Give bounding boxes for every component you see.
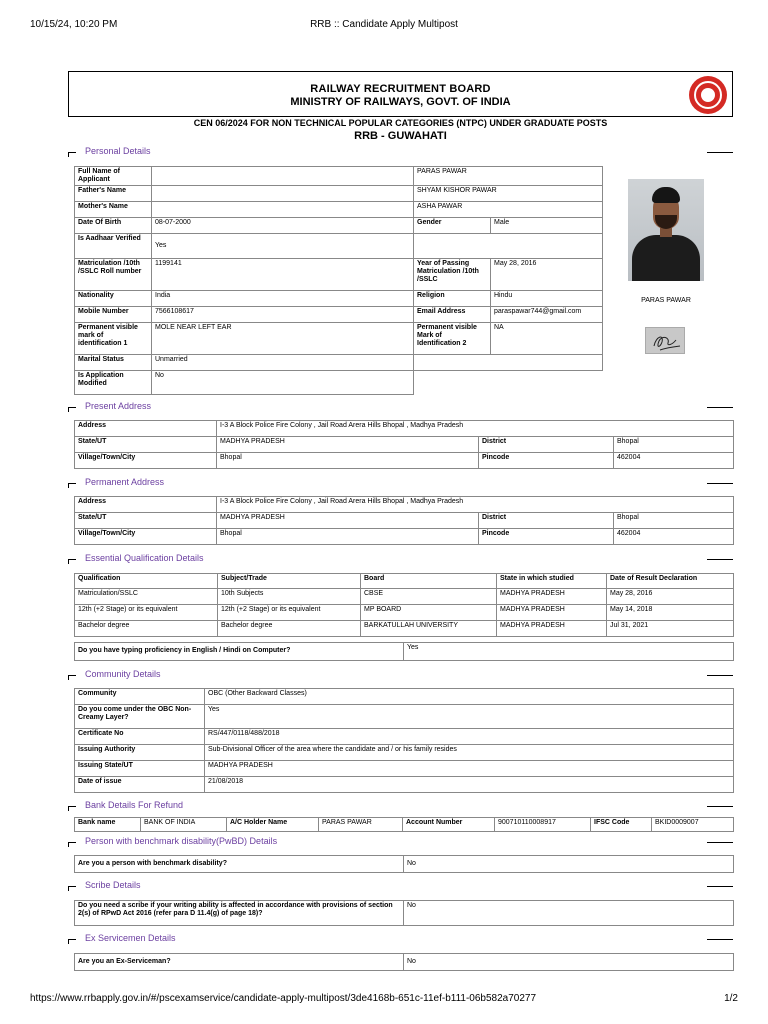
ministry-name: MINISTRY OF RAILWAYS, GOVT. OF INDIA bbox=[290, 96, 511, 108]
field-label: Community bbox=[75, 689, 205, 705]
section-title: Essential Qualification Details bbox=[85, 553, 204, 563]
field-value: Bhopal bbox=[614, 437, 734, 453]
section-scribe bbox=[68, 880, 733, 892]
field-label: IFSC Code bbox=[591, 818, 652, 832]
field-label: Account Number bbox=[403, 818, 495, 832]
field-value: Bhopal bbox=[217, 529, 479, 545]
typing-table bbox=[74, 642, 734, 661]
table-cell: MADHYA PRADESH bbox=[497, 605, 607, 621]
field-label: Date of issue bbox=[75, 777, 205, 793]
field-value: Yes bbox=[205, 705, 734, 729]
table-row bbox=[75, 589, 734, 605]
field-value: 1199141 bbox=[152, 259, 414, 291]
section-community bbox=[68, 669, 733, 681]
field-value: 08-07-2000 bbox=[152, 218, 414, 234]
field-label: Year of Passing Matriculation /10th /SSLC bbox=[414, 259, 491, 291]
field-value: PARAS PAWAR bbox=[414, 167, 603, 186]
column-header: Board bbox=[361, 574, 497, 589]
field-label: Permanent visible mark of identification 1 bbox=[75, 323, 152, 355]
field-value: India bbox=[152, 291, 414, 307]
field-label: Is Aadhaar Verified bbox=[75, 234, 152, 259]
field-label: Do you have typing proficiency in English / Hindi on Computer? bbox=[75, 643, 404, 661]
field-empty bbox=[414, 234, 603, 259]
cen-line: CEN 06/2024 FOR NON TECHNICAL POPULAR CATEGORIES (NTPC) UNDER GRADUATE POSTS bbox=[193, 118, 608, 128]
field-label: Certificate No bbox=[75, 729, 205, 745]
field-value: MADHYA PRADESH bbox=[217, 437, 479, 453]
field-value: OBC (Other Backward Classes) bbox=[205, 689, 734, 705]
field-value bbox=[152, 167, 414, 186]
field-label: Gender bbox=[414, 218, 491, 234]
field-value: I-3 A Block Police Fire Colony , Jail Road Arera Hills Bhopal , Madhya Pradesh bbox=[217, 421, 734, 437]
print-footer bbox=[30, 993, 738, 1007]
qualification-table bbox=[74, 573, 734, 637]
field-empty bbox=[414, 355, 603, 371]
section-present-address bbox=[68, 401, 733, 413]
field-value: No bbox=[404, 856, 734, 873]
table-cell: Bachelor degree bbox=[75, 621, 218, 637]
table-cell: CBSE bbox=[361, 589, 497, 605]
applicant-photo bbox=[628, 179, 704, 281]
table-cell: May 14, 2018 bbox=[607, 605, 734, 621]
field-label: Pincode bbox=[479, 453, 614, 469]
pwbd-table bbox=[74, 855, 734, 873]
field-label: State/UT bbox=[75, 437, 217, 453]
field-label: State/UT bbox=[75, 513, 217, 529]
section-personal bbox=[68, 146, 733, 158]
field-value: BANK OF INDIA bbox=[141, 818, 227, 832]
print-header bbox=[30, 19, 738, 33]
table-cell: MADHYA PRADESH bbox=[497, 589, 607, 605]
field-label: Village/Town/City bbox=[75, 529, 217, 545]
page-url-link[interactable]: https://www.rrbapply.gov.in/#/pscexamservice/candidate-apply-multipost/3de4168b-651c-11ef-b111-06b582a70277 bbox=[30, 993, 537, 1004]
field-value bbox=[152, 202, 414, 218]
print-datetime: 10/15/24, 10:20 PM bbox=[30, 19, 118, 30]
field-label: Address bbox=[75, 497, 217, 513]
section-title: Scribe Details bbox=[85, 880, 141, 890]
field-value: NA bbox=[491, 323, 603, 355]
field-label: Issuing Authority bbox=[75, 745, 205, 761]
table-cell: 12th (+2 Stage) or its equivalent bbox=[75, 605, 218, 621]
field-value: 462004 bbox=[614, 453, 734, 469]
field-label: Is Application Modified bbox=[75, 371, 152, 395]
section-ex-servicemen bbox=[68, 933, 733, 945]
table-cell: 10th Subjects bbox=[218, 589, 361, 605]
photo-caption: PARAS PAWAR bbox=[641, 297, 691, 304]
table-row bbox=[75, 621, 734, 637]
field-value: PARAS PAWAR bbox=[319, 818, 403, 832]
field-label: A/C Holder Name bbox=[227, 818, 319, 832]
field-value: Sub-Divisional Officer of the area where the candidate and / or his family resides bbox=[205, 745, 734, 761]
field-label: Are you a person with benchmark disability? bbox=[75, 856, 404, 873]
field-value: Bhopal bbox=[614, 513, 734, 529]
field-value: Unmarried bbox=[152, 355, 414, 371]
field-value bbox=[152, 186, 414, 202]
section-title: Bank Details For Refund bbox=[85, 800, 184, 810]
field-label: Father's Name bbox=[75, 186, 152, 202]
rrb-name: RRB - GUWAHATI bbox=[354, 130, 447, 142]
section-title: Personal Details bbox=[85, 146, 151, 156]
field-value: 21/08/2018 bbox=[205, 777, 734, 793]
table-cell: May 28, 2016 bbox=[607, 589, 734, 605]
section-qualification bbox=[68, 553, 733, 565]
field-value: May 28, 2016 bbox=[491, 259, 603, 291]
table-cell: 12th (+2 Stage) or its equivalent bbox=[218, 605, 361, 621]
board-banner bbox=[68, 71, 733, 117]
field-label: Permanent visible Mark of Identification 2 bbox=[414, 323, 491, 355]
field-value: Bhopal bbox=[217, 453, 479, 469]
field-label: Nationality bbox=[75, 291, 152, 307]
field-label: Full Name of Applicant bbox=[75, 167, 152, 186]
table-cell: Jul 31, 2021 bbox=[607, 621, 734, 637]
field-label: Do you need a scribe if your writing ability is affected in accordance with provisions of section 2(s) of RPwD Act 2016 (refer para D 11.4(g) of page 18)? bbox=[75, 901, 404, 926]
field-label: Do you come under the OBC Non-Creamy Layer? bbox=[75, 705, 205, 729]
field-value: MADHYA PRADESH bbox=[217, 513, 479, 529]
field-label: Issuing State/UT bbox=[75, 761, 205, 777]
field-label: District bbox=[479, 513, 614, 529]
field-label: Email Address bbox=[414, 307, 491, 323]
field-label: Date Of Birth bbox=[75, 218, 152, 234]
field-label: Pincode bbox=[479, 529, 614, 545]
field-value: Yes bbox=[152, 234, 414, 259]
personal-table-body bbox=[74, 166, 603, 395]
field-value: No bbox=[404, 954, 734, 971]
field-value: 900710110008917 bbox=[495, 818, 591, 832]
section-bank bbox=[68, 800, 733, 812]
section-title: Present Address bbox=[85, 401, 152, 411]
field-value: 462004 bbox=[614, 529, 734, 545]
field-value: Male bbox=[491, 218, 603, 234]
field-value: RS/447/0118/488/2018 bbox=[205, 729, 734, 745]
ex-servicemen-table bbox=[74, 953, 734, 971]
section-title: Community Details bbox=[85, 669, 161, 679]
column-header: Subject/Trade bbox=[218, 574, 361, 589]
field-label: Village/Town/City bbox=[75, 453, 217, 469]
print-page-title: RRB :: Candidate Apply Multipost bbox=[310, 19, 458, 30]
bank-table bbox=[74, 817, 734, 832]
field-value: MADHYA PRADESH bbox=[205, 761, 734, 777]
table-cell: MP BOARD bbox=[361, 605, 497, 621]
community-table bbox=[74, 688, 734, 793]
railway-logo-icon bbox=[689, 76, 727, 114]
section-permanent-address bbox=[68, 477, 733, 489]
field-label: Are you an Ex-Serviceman? bbox=[75, 954, 404, 971]
field-label: Matriculation /10th /SSLC Roll number bbox=[75, 259, 152, 291]
section-title: Ex Servicemen Details bbox=[85, 933, 176, 943]
table-cell: Bachelor degree bbox=[218, 621, 361, 637]
field-value: No bbox=[152, 371, 414, 395]
page-number: 1/2 bbox=[724, 993, 738, 1004]
field-value: Hindu bbox=[491, 291, 603, 307]
column-header: State in which studied bbox=[497, 574, 607, 589]
present-address-table bbox=[74, 420, 734, 469]
field-value: SHYAM KISHOR PAWAR bbox=[414, 186, 603, 202]
section-title: Permanent Address bbox=[85, 477, 165, 487]
field-value: ASHA PAWAR bbox=[414, 202, 603, 218]
table-row bbox=[75, 605, 734, 621]
field-value: No bbox=[404, 901, 734, 926]
field-value: MOLE NEAR LEFT EAR bbox=[152, 323, 414, 355]
table-cell: Matriculation/SSLC bbox=[75, 589, 218, 605]
section-pwbd bbox=[68, 836, 733, 848]
field-value: 7566108617 bbox=[152, 307, 414, 323]
field-value: BKID0009007 bbox=[652, 818, 734, 832]
scribe-table bbox=[74, 900, 734, 926]
field-label: Mobile Number bbox=[75, 307, 152, 323]
board-name: RAILWAY RECRUITMENT BOARD bbox=[310, 83, 491, 95]
field-label: Address bbox=[75, 421, 217, 437]
field-value: Yes bbox=[404, 643, 734, 661]
field-label: Bank name bbox=[75, 818, 141, 832]
field-value: paraspawar744@gmail.com bbox=[491, 307, 603, 323]
signature-image bbox=[645, 327, 685, 354]
field-label: Marital Status bbox=[75, 355, 152, 371]
table-cell: BARKATULLAH UNIVERSITY bbox=[361, 621, 497, 637]
field-label: Mother's Name bbox=[75, 202, 152, 218]
column-header: Qualification bbox=[75, 574, 218, 589]
field-label: Religion bbox=[414, 291, 491, 307]
column-header: Date of Result Declaration bbox=[607, 574, 734, 589]
field-value: I-3 A Block Police Fire Colony , Jail Road Arera Hills Bhopal , Madhya Pradesh bbox=[217, 497, 734, 513]
permanent-address-table bbox=[74, 496, 734, 545]
field-label: District bbox=[479, 437, 614, 453]
table-cell: MADHYA PRADESH bbox=[497, 621, 607, 637]
section-title: Person with benchmark disability(PwBD) Details bbox=[85, 836, 278, 846]
field-empty bbox=[414, 371, 603, 395]
